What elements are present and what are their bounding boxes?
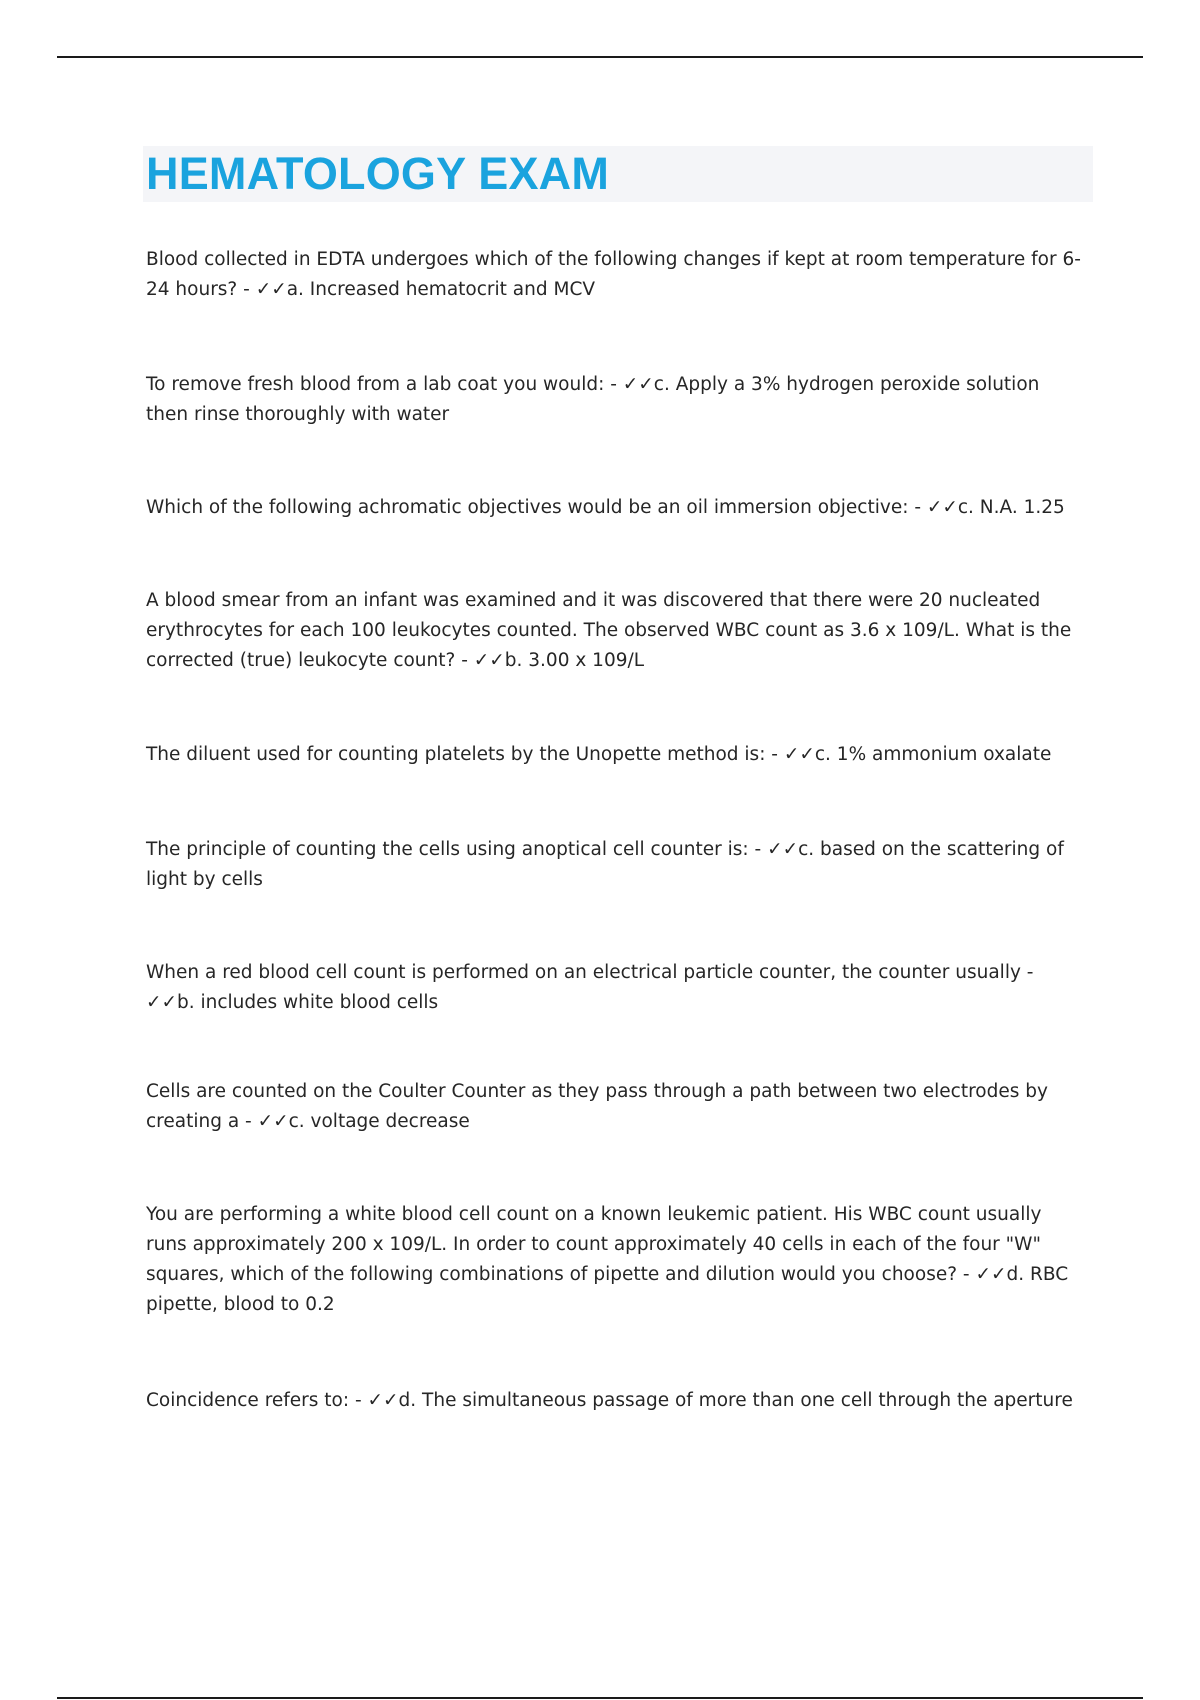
question-5: The diluent used for counting platelets by the Unopette method is: - ✓✓c. 1% ammonium oxalate	[146, 744, 1052, 765]
top-divider	[57, 56, 1143, 58]
bottom-divider	[57, 1697, 1143, 1699]
question-7: When a red blood cell count is performed on an electrical particle counter, the counter usually - ✓✓b. includes white blood cells	[146, 962, 1034, 1013]
question-6: The principle of counting the cells using anoptical cell counter is: - ✓✓c. based on the scattering of light by cells	[146, 839, 1064, 890]
question-4: A blood smear from an infant was examined and it was discovered that there were 20 nucleated erythrocytes for each 100 leukocytes counted. The observed WBC count as 3.6 x 109/L. What is the corrected (true) leukocyte count? - ✓✓b. 3.00 x 109/L	[146, 590, 1072, 671]
question-9: You are performing a white blood cell count on a known leukemic patient. His WBC count usually runs approximately 200 x 109/L. In order to count approximately 40 cells in each of the four "W" squares, which of the following combinations of pipette and dilution would you choose? - ✓✓d. RBC pipette, blood to 0.2	[146, 1204, 1069, 1315]
question-10: Coincidence refers to: - ✓✓d. The simultaneous passage of more than one cell through the aperture	[146, 1390, 1073, 1411]
question-2: To remove fresh blood from a lab coat you would: - ✓✓c. Apply a 3% hydrogen peroxide solution then rinse thoroughly with water	[146, 374, 1040, 425]
question-8: Cells are counted on the Coulter Counter as they pass through a path between two electrodes by creating a - ✓✓c. voltage decrease	[146, 1081, 1048, 1132]
question-3: Which of the following achromatic objectives would be an oil immersion objective: - ✓✓c. N.A. 1.25	[146, 497, 1065, 518]
question-1: Blood collected in EDTA undergoes which of the following changes if kept at room temperature for 6-24 hours? - ✓✓a. Increased hematocrit and MCV	[146, 249, 1081, 300]
document-title: HEMATOLOGY EXAM	[146, 148, 610, 199]
